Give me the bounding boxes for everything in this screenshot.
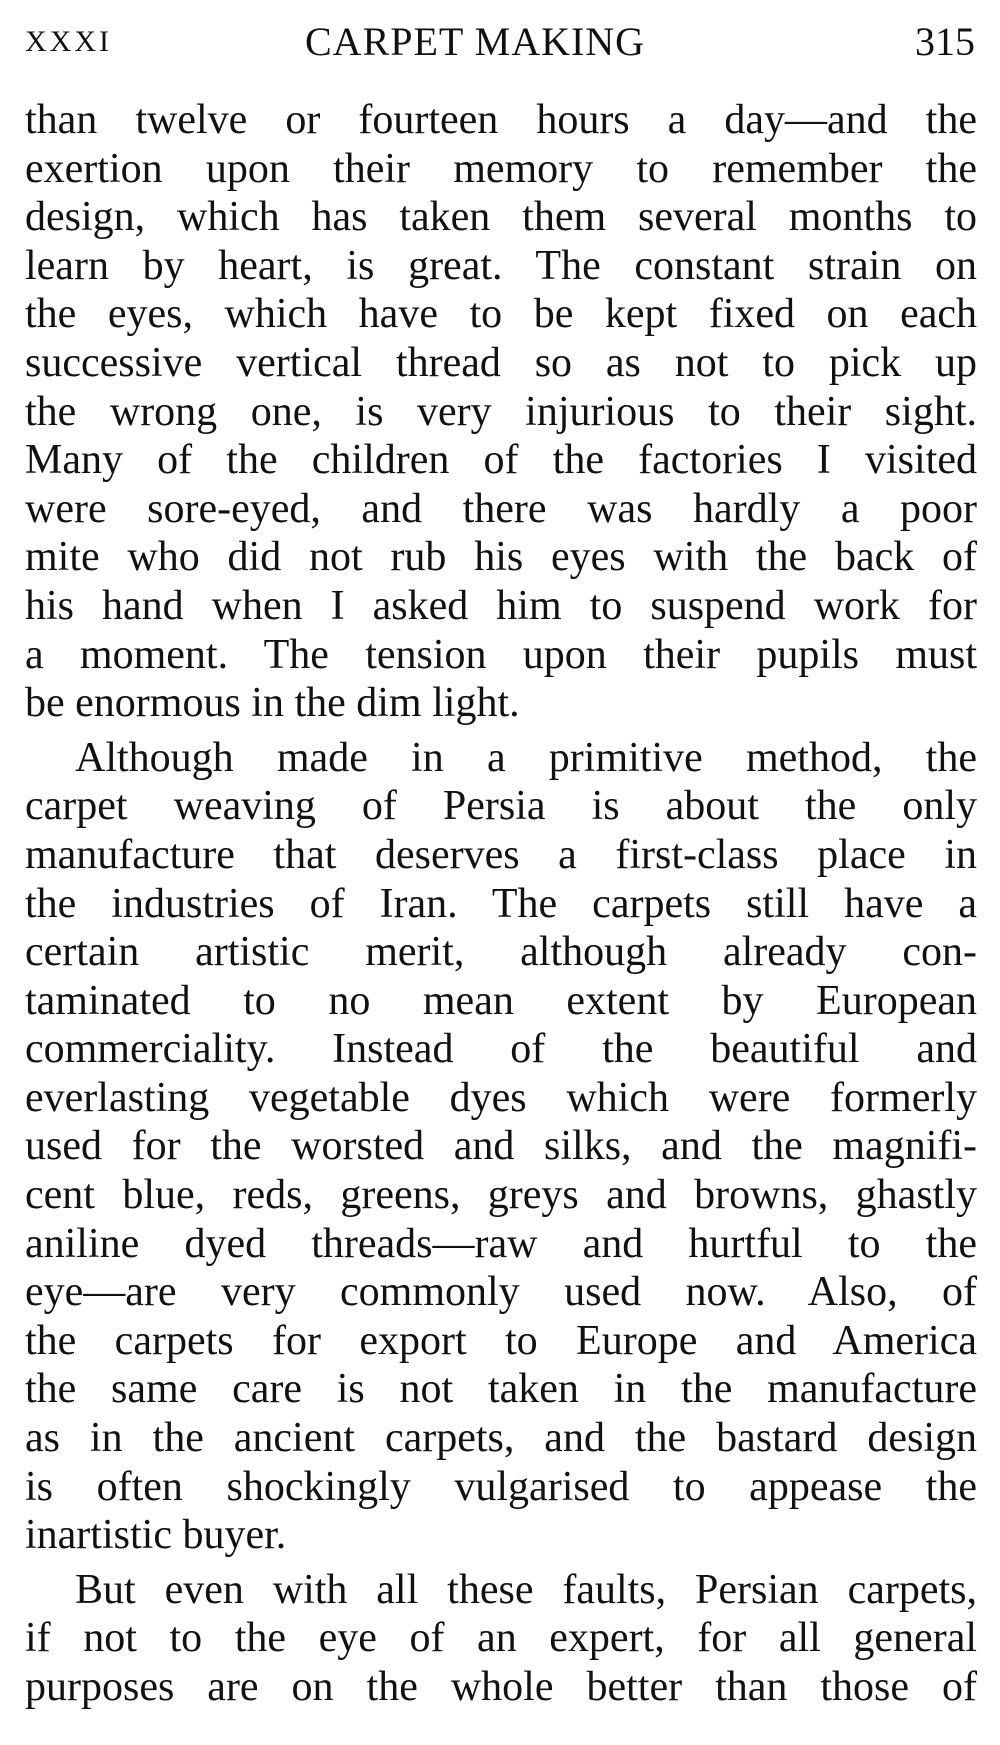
text-line: the wrong one, is very injurious to their sight. (25, 388, 977, 435)
text-line: But even with all these faults, Persian carpets, (75, 1566, 977, 1613)
chapter-number: XXXI (25, 25, 112, 58)
text-line: the same care is not taken in the manufacture (25, 1366, 977, 1413)
text-line: aniline dyed threads—raw and hurtful to the (25, 1220, 977, 1267)
text-line: a moment. The tension upon their pupils must (25, 631, 977, 678)
text-line: mite who did not rub his eyes with the back of (25, 534, 977, 581)
text-line: certain artistic merit, although already con- (25, 929, 977, 976)
text-line: manufacture that deserves a first-class place in (25, 831, 977, 878)
text-line: everlasting vegetable dyes which were formerly (25, 1074, 977, 1121)
text-line: if not to the eye of an expert, for all general (25, 1615, 977, 1662)
text-line: as in the ancient carpets, and the bastard design (25, 1415, 977, 1462)
text-line: were sore-eyed, and there was hardly a poor (25, 485, 977, 532)
paragraph-1 (25, 96, 977, 728)
page-number: 315 (915, 19, 975, 64)
text-line: is often shockingly vulgarised to appease the (25, 1463, 977, 1510)
text-line: than twelve or fourteen hours a day—and the (25, 97, 977, 143)
text-line: be enormous in the dim light. (25, 680, 520, 727)
text-line: exertion upon their memory to remember the (25, 145, 977, 192)
body-text (25, 96, 977, 1712)
text-line: learn by heart, is great. The constant strain on (25, 242, 977, 289)
text-line: eye—are very commonly used now. Also, of (25, 1269, 977, 1316)
text-line: used for the worsted and silks, and the magnifi- (25, 1123, 977, 1170)
text-line: cent blue, reds, greens, greys and browns, ghastly (25, 1172, 977, 1219)
text-line: his hand when I asked him to suspend work for (25, 582, 977, 629)
running-head (25, 12, 975, 72)
text-line: successive vertical thread so as not to pick up (25, 339, 977, 386)
text-line: taminated to no mean extent by European (25, 977, 977, 1024)
text-line: carpet weaving of Persia is about the only (25, 783, 977, 830)
text-line: Although made in a primitive method, the (75, 734, 977, 781)
text-line: design, which has taken them several months to (25, 194, 977, 241)
text-line: commerciality. Instead of the beautiful and (25, 1026, 977, 1073)
text-line: the carpets for export to Europe and America (25, 1317, 977, 1364)
text-line: the eyes, which have to be kept fixed on each (25, 291, 977, 338)
running-title: CARPET MAKING (305, 19, 646, 64)
text-line: the industries of Iran. The carpets still have a (25, 880, 977, 927)
paragraph-2 (25, 734, 977, 1560)
text-line: inartistic buyer. (25, 1512, 287, 1559)
paragraph-3 (25, 1566, 977, 1712)
text-line: Many of the children of the factories I visited (25, 437, 977, 484)
text-line: purposes are on the whole better than those of (25, 1664, 977, 1710)
